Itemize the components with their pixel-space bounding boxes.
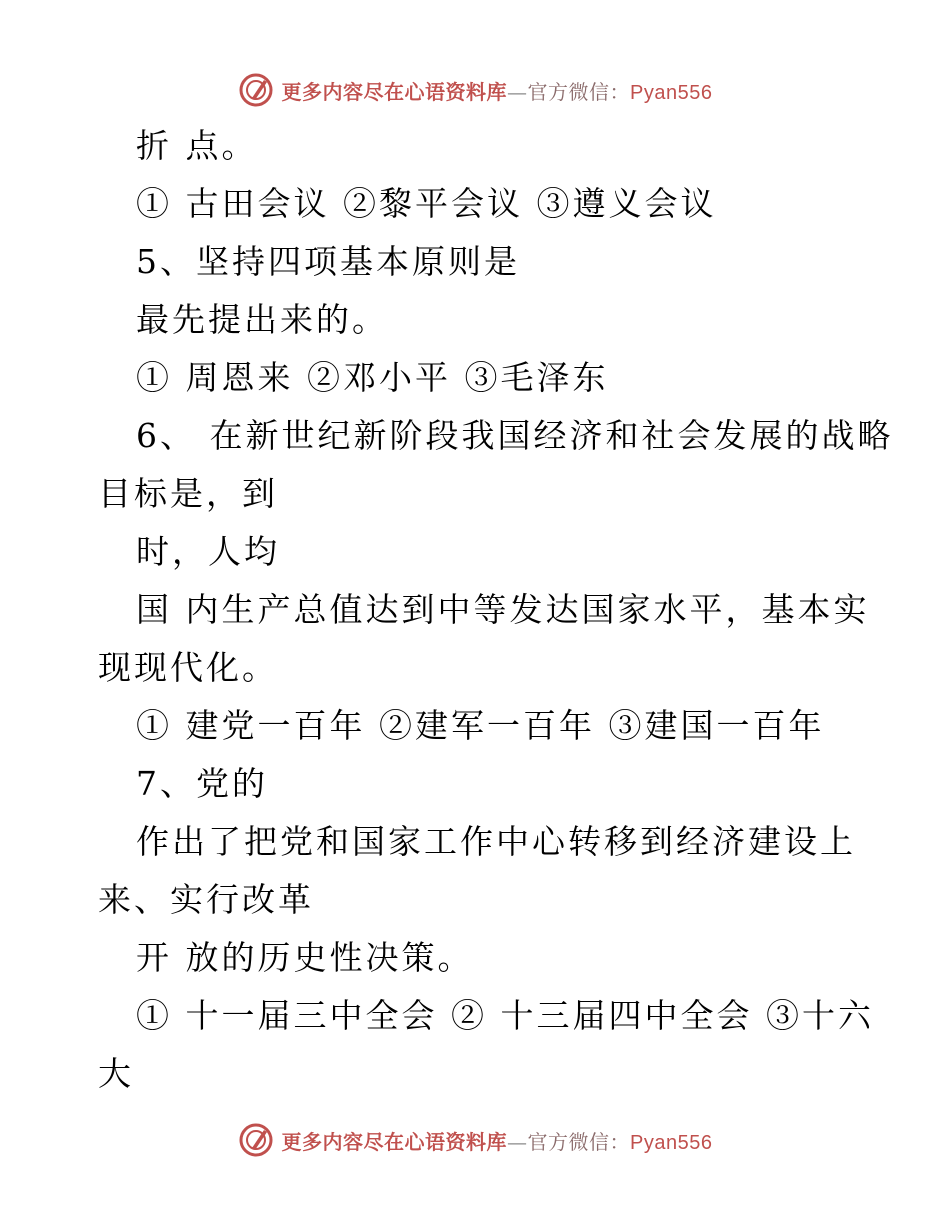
banner-wechat-label: 官方微信：: [527, 1129, 631, 1154]
text-line: 6、 在新世纪新阶段我国经济和社会发展的战略: [136, 416, 894, 455]
text-line: 折 点。: [136, 126, 258, 165]
text-line: 现现代化。: [98, 648, 278, 687]
banner-dash: —: [507, 79, 528, 104]
banner-wechat-id: Pyan556: [630, 81, 713, 104]
pen-logo-icon: [238, 1122, 274, 1158]
text-line: 作出了把党和国家工作中心转移到经济建设上: [136, 822, 856, 861]
text-line: 最先提出来的。: [136, 300, 388, 339]
banner-wechat-label: 官方微信：: [527, 79, 631, 104]
text-line: 时，人均: [136, 532, 280, 571]
text-line: 大: [98, 1054, 134, 1093]
banner-dash: —: [507, 1129, 528, 1154]
text-line: 来、实行改革: [98, 880, 314, 919]
banner-site-text: 更多内容尽在心语资料库: [281, 1129, 508, 1154]
text-line: 5、坚持四项基本原则是: [136, 242, 520, 281]
banner-wechat-id: Pyan556: [630, 1131, 713, 1154]
text-line: 7、党的: [136, 764, 268, 803]
pen-logo-icon: [238, 72, 274, 108]
text-line: 目标是，到: [98, 474, 278, 513]
text-line: 国 内生产总值达到中等发达国家水平，基本实: [136, 590, 870, 629]
text-line: ① 十一届三中全会 ② 十三届四中全会 ③十六: [136, 996, 874, 1035]
header-watermark-banner: [0, 68, 950, 112]
text-line: ① 建党一百年 ②建军一百年 ③建国一百年: [136, 706, 825, 745]
footer-watermark-banner: [0, 1118, 950, 1162]
banner-site-text: 更多内容尽在心语资料库: [281, 79, 508, 104]
text-line: ① 周恩来 ②邓小平 ③毛泽东: [136, 358, 609, 397]
text-line: 开 放的历史性决策。: [136, 938, 474, 977]
text-line: ① 古田会议 ②黎平会议 ③遵义会议: [136, 184, 717, 223]
